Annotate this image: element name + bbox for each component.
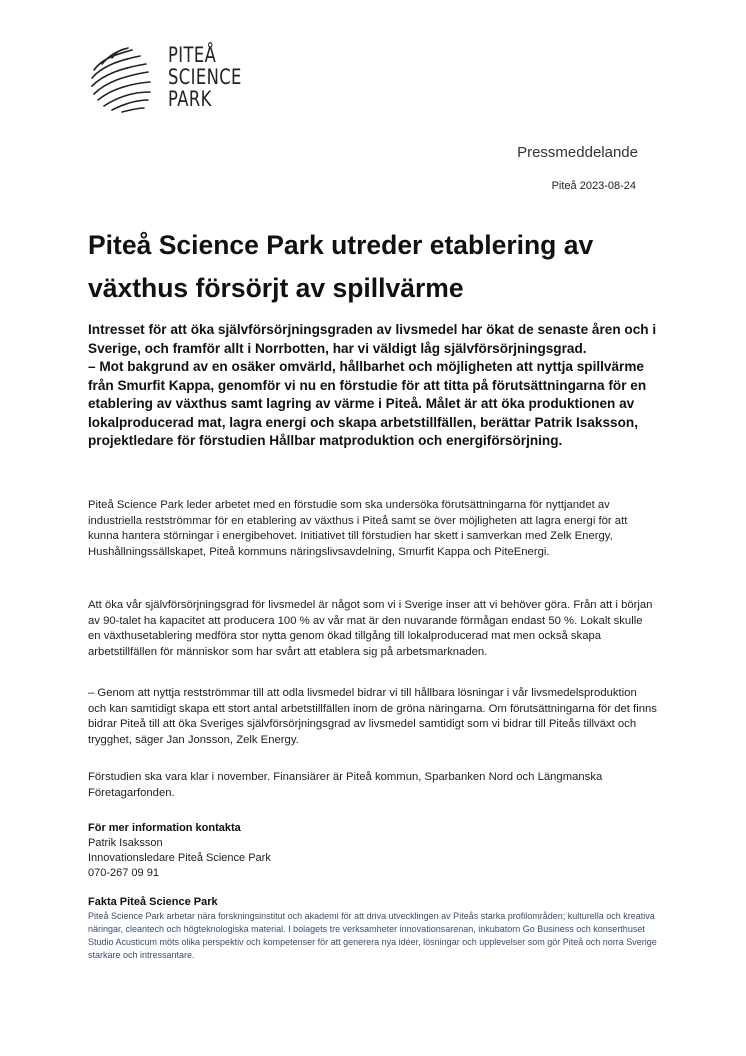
fingerprint-wave-icon [88, 40, 158, 118]
facts-heading: Fakta Piteå Science Park [88, 896, 218, 908]
logo-line: SCIENCE [168, 65, 242, 89]
contact-block [88, 821, 271, 881]
page-title: Piteå Science Park utreder etablering av växthus försörjt av spillvärme [88, 230, 594, 303]
body-paragraph: Att öka vår självförsörjningsgrad för livsmedel är något som vi i Sverige inser att vi behöver göra. Från att i början av 90-talet ha kapacitet att producera 100 % av vår mat är den nuvarande förmågan endast 50 %. Lokalt skulle en växthusetablering medföra stor nytta genom ökad tillgång till lokalproducerad mat men också skapa arbetstillfällen för människor som har svårt att etablera sig på arbetsmarknaden. [88, 599, 653, 658]
body-paragraph: – Genom att nyttja restströmmar till att odla livsmedel bidrar vi till hållbara lösningar i vår livsmedelsproduktion och kan samtidigt skapa ett stort antal arbetstillfällen inom de gröna näringarna. Om förutsättningarna för det finns bidrar Piteå till att öka Sveriges självförsörjningsgrad av livsmedel samtidigt som vi bidrar till Piteås tillväxt och trygghet, säger Jan Jonsson, Zelk Energy. [88, 687, 657, 746]
logo-wordmark [168, 44, 242, 110]
document-type: Pressmeddelande [517, 144, 638, 161]
facts-text: Piteå Science Park arbetar nära forskningsinstitut och akademi för att driva utvecklingen av Piteås starka profilområden; kulturella och kreativa näringar, cleantech och högteknologiska material. I bolagets tre verksamheter innovationsarenan, inkubatorn Go Business och konserthuset Studio Acusticum möts olika perspektiv och kompetenser för att generera nya idéer, lösningar och upplevelser som gör Piteå och norra Sverige starkare och intressantare. [88, 911, 657, 960]
lead-paragraph: Intresset för att öka självförsörjningsgraden av livsmedel har ökat de senaste åren och i Sverige, och framför allt i Norrbotten, har vi väldigt låg självförsörjningsgrad. – Mot bakgrund av en osäker omvärld, hållbarhet och möjligheten att nyttja spillvärme från Smurfit Kappa, genomför vi nu en förstudie för att titta på förutsättningarna för en etablering av växthus samt lagring av värme i Piteå. Målet är att öka produktionen av lokalproducerad mat, lagra energi och skapa arbetstillfällen, berättar Patrik Isaksson, projektledare för förstudien Hållbar matproduktion och energiförsörjning. [88, 322, 657, 448]
logo-line: PARK [168, 87, 212, 111]
company-logo [88, 40, 248, 120]
facts-block [88, 895, 658, 962]
contact-role: Innovationsledare Piteå Science Park [88, 852, 271, 864]
logo-line: PITEÅ [168, 43, 217, 67]
body-paragraph: Förstudien ska vara klar i november. Finansiärer är Piteå kommun, Sparbanken Nord och Längmanska Företagarfonden. [88, 771, 603, 799]
document-date: Piteå 2023-08-24 [551, 180, 636, 192]
contact-name: Patrik Isaksson [88, 837, 163, 849]
body-paragraph: Piteå Science Park leder arbetet med en förstudie som ska undersöka förutsättningarna för nyttjandet av industriella restströmmar för en etablering av växthus i Piteå samt se över möjligheten att lagra energi för att kunna hantera störningar i energibehovet. Initiativet till förstudien har skett i samverkan med Zelk Energy, Hushållningssällskapet, Piteå kommuns näringslivsavdelning, Smurfit Kappa och PiteEnergi. [88, 499, 628, 558]
contact-heading: För mer information kontakta [88, 822, 241, 834]
contact-phone: 070-267 09 91 [88, 867, 159, 879]
